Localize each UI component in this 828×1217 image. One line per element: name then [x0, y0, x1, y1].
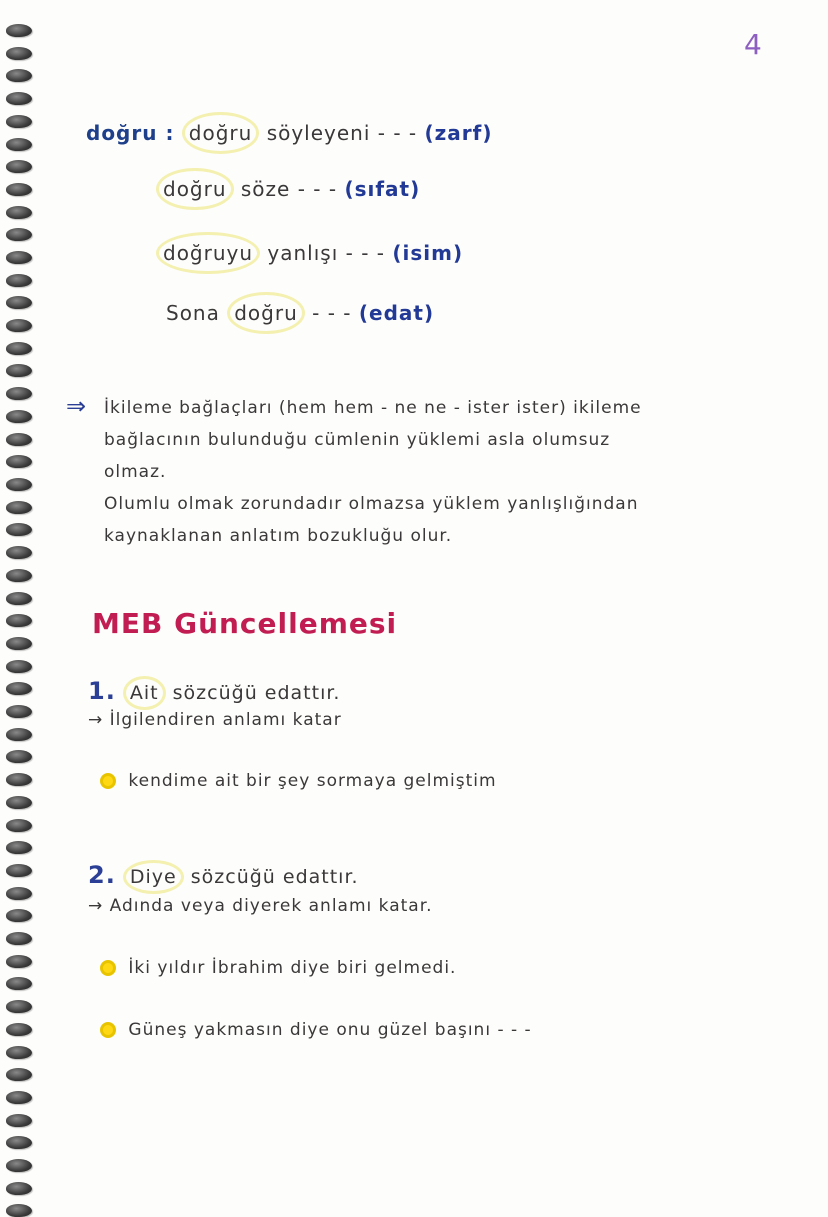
note-line-2: bağlacının bulunduğu cümlenin yüklemi asla olumsuz	[104, 430, 611, 450]
binding-hole	[6, 433, 32, 446]
dogru-row-3	[156, 232, 463, 274]
row-text: yanlışı	[267, 241, 339, 265]
binding-hole	[6, 1091, 32, 1104]
binding-hole	[6, 728, 32, 741]
row-dash: - - -	[297, 177, 338, 201]
binding-hole	[6, 138, 32, 151]
binding-hole	[6, 955, 32, 968]
binding-hole	[6, 206, 32, 219]
row-dash: - - -	[345, 241, 385, 265]
row-text: söyleyeni	[266, 121, 371, 145]
binding-hole	[6, 455, 32, 468]
binding-hole	[6, 569, 32, 582]
dogru-row-1	[86, 112, 493, 154]
note-line-4: Olumlu olmak zorundadır olmazsa yüklem yanlışlığından	[104, 494, 639, 514]
binding-hole	[6, 1023, 32, 1036]
binding-hole	[6, 183, 32, 196]
binding-hole	[6, 319, 32, 332]
binding-hole	[6, 773, 32, 786]
binding-hole	[6, 660, 32, 673]
section-title: MEB Güncellemesi	[92, 607, 398, 640]
binding-hole	[6, 1136, 32, 1149]
spiral-binding	[0, 0, 48, 1217]
row-text: Sona	[166, 301, 220, 325]
binding-hole	[6, 478, 32, 491]
highlighted-word: doğru	[227, 292, 305, 334]
dogru-row-2	[156, 168, 420, 210]
binding-hole	[6, 841, 32, 854]
binding-hole	[6, 296, 32, 309]
row-text: söze	[240, 177, 291, 201]
binding-hole	[6, 523, 32, 536]
binding-hole	[6, 750, 32, 763]
example-text: İki yıldır İbrahim diye biri gelmedi.	[128, 958, 457, 978]
binding-hole	[6, 1000, 32, 1013]
binding-hole	[6, 410, 32, 423]
binding-hole	[6, 637, 32, 650]
row-dash: - - -	[312, 301, 352, 325]
item-number: 1.	[88, 677, 116, 705]
example-line	[100, 958, 456, 978]
item-statement	[88, 860, 359, 894]
row-dash: - - -	[377, 121, 418, 145]
item-meaning: → Adında veya diyerek anlamı katar.	[88, 896, 433, 916]
binding-hole	[6, 614, 32, 627]
highlighted-word: Ait	[123, 676, 166, 710]
binding-hole	[6, 228, 32, 241]
binding-hole	[6, 69, 32, 82]
bullet-icon	[100, 1022, 116, 1038]
highlighted-word: doğru	[182, 112, 260, 154]
binding-hole	[6, 274, 32, 287]
dogru-row-4	[166, 292, 434, 334]
highlighted-word: doğruyu	[156, 232, 260, 274]
example-line	[100, 771, 497, 791]
binding-hole	[6, 819, 32, 832]
item-number: 2.	[88, 861, 116, 889]
binding-hole	[6, 160, 32, 173]
part-of-speech: (isim)	[392, 241, 464, 265]
binding-hole	[6, 47, 32, 60]
binding-hole	[6, 92, 32, 105]
binding-hole	[6, 1046, 32, 1059]
arrow-icon: ⇒	[66, 392, 87, 420]
bullet-icon	[100, 960, 116, 976]
binding-hole	[6, 932, 32, 945]
example-text: Güneş yakmasın diye onu güzel başını - - -	[128, 1020, 532, 1040]
part-of-speech: (sıfat)	[344, 177, 421, 201]
binding-hole	[6, 887, 32, 900]
binding-hole	[6, 387, 32, 400]
binding-hole	[6, 364, 32, 377]
binding-hole	[6, 864, 32, 877]
highlighted-word: doğru	[156, 168, 234, 210]
binding-hole	[6, 1114, 32, 1127]
example-text: kendime ait bir şey sormaya gelmiştim	[128, 771, 497, 791]
bullet-icon	[100, 773, 116, 789]
note-line-1: İkileme bağlaçları (hem hem - ne ne - ister ister) ikileme	[104, 398, 642, 418]
binding-hole	[6, 682, 32, 695]
binding-hole	[6, 1068, 32, 1081]
item-meaning: → İlgilendiren anlamı katar	[88, 710, 342, 730]
highlighted-word: Diye	[123, 860, 184, 894]
part-of-speech: (zarf)	[424, 121, 493, 145]
page-number: 4	[744, 28, 762, 61]
statement-text: sözcüğü edattır.	[172, 682, 341, 704]
example-line	[100, 1020, 532, 1040]
binding-hole	[6, 1182, 32, 1195]
binding-hole	[6, 1159, 32, 1172]
statement-text: sözcüğü edattır.	[190, 866, 359, 888]
dogru-heading: doğru :	[86, 121, 175, 145]
note-line-5: kaynaklanan anlatım bozukluğu olur.	[104, 526, 453, 546]
binding-hole	[6, 977, 32, 990]
binding-hole	[6, 592, 32, 605]
note-line-3: olmaz.	[104, 462, 167, 482]
binding-hole	[6, 115, 32, 128]
binding-hole	[6, 796, 32, 809]
binding-hole	[6, 909, 32, 922]
item-statement	[88, 676, 340, 710]
binding-hole	[6, 501, 32, 514]
binding-hole	[6, 342, 32, 355]
binding-hole	[6, 705, 32, 718]
binding-hole	[6, 546, 32, 559]
binding-hole	[6, 1204, 32, 1217]
part-of-speech: (edat)	[358, 301, 435, 325]
binding-hole	[6, 24, 32, 37]
binding-hole	[6, 251, 32, 264]
